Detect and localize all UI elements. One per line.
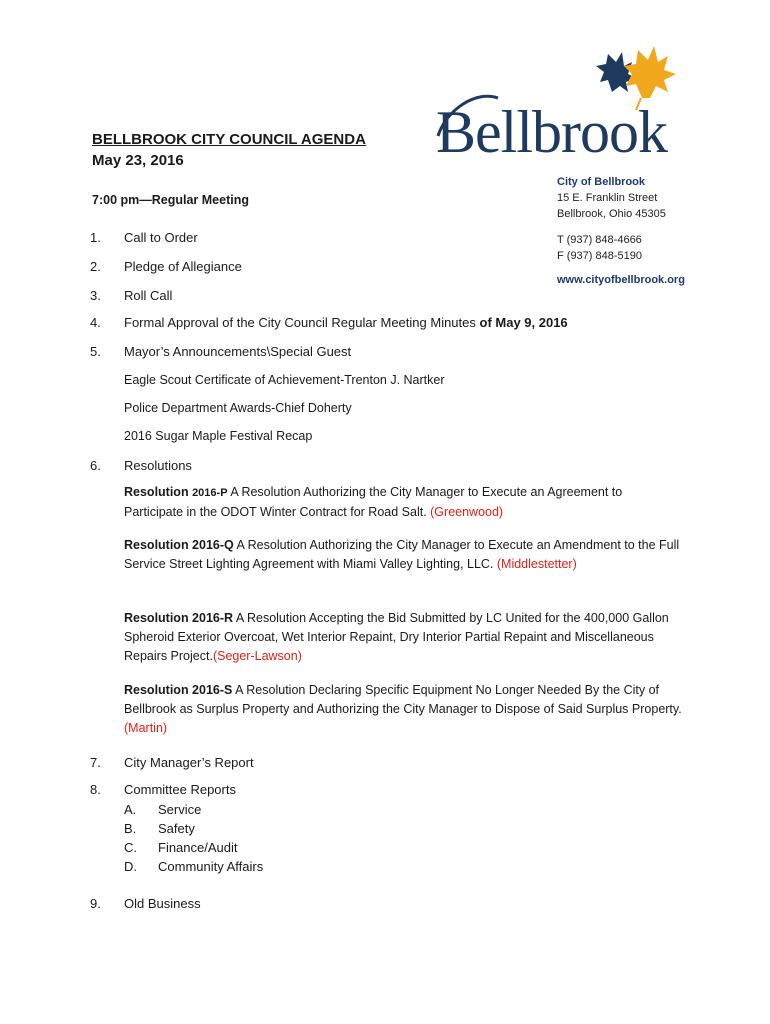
logo-wordmark: Bellbrook (436, 99, 667, 165)
mayor-subitem: Eagle Scout Certificate of Achievement-Trenton J. Nartker (124, 373, 445, 387)
resolution-item: Resolution 2016-S A Resolution Declaring Specific Equipment No Longer Needed By the City of Bellbrook as Surplus Property and Authorizing the City Manager to Dispose of Said Surplus Property. (Martin) (124, 683, 682, 735)
contact-block (557, 174, 685, 288)
contact-citystate: Bellbrook, Ohio 45305 (557, 208, 666, 220)
resolution-item: Resolution 2016-Q A Resolution Authorizing the City Manager to Execute an Amendment to the Full Service Street Lighting Agreement with Miami Valley Lighting, LLC. (Middlestetter) (124, 538, 680, 571)
contact-city: City of Bellbrook (557, 176, 646, 188)
mayor-subitem: Police Department Awards-Chief Doherty (124, 401, 352, 415)
resolution-item: Resolution 2016-P A Resolution Authorizing the City Manager to Execute an Agreement to Participate in the ODOT Winter Contract for Road Salt. (Greenwood) (124, 485, 623, 519)
bellbrook-logo (436, 40, 726, 165)
contact-website-link[interactable]: www.cityofbellbrook.org (557, 274, 685, 286)
agenda-page: Bellbrook BELLBROOK CITY COUNCIL AGENDA May 23, 2016 City of Bellbrook 15 E. Franklin Street Bellbrook, Ohio 45305 T (937) 848-4666 F (937) 848-5190 www.cityofbellbrook.org 7:00 pm—Regular Meeting 1. Call to Order 2. Pledge of Allegiance 3. Roll Call 4. Formal Approval of the City Council Regular Meeting Minutes of May 9, 2016 5. Mayor’s Announcements\Special Guest Eagle Scout Certificate of Achievement-Trenton J. Nartker Police Department Awards-Chief Doherty 2016 Sugar Maple Festival Recap 6. Resolutions Resolution 2016-P A Resolution Authorizing the City Manager to Execute an Agreement to Participate in the ODOT Winter Contract for Road Salt. (Greenwood) Resolution 2016-Q A Resolution Authorizing the City Manager to Execute an Amendment to the Full Service Street Lighting Agreement with Miami Valley Lighting, LLC. (Middlestetter) Resolution 2016-R A Resolution Accepting the Bid Submitted by LC United for the 400,000 Gallon Spheroid Exterior Overcoat, Wet Interior Repaint, Dry Interior Partial Repaint and Miscellaneous Repairs Project.(Seger-Lawson) Resolution 2016-S A Resolution Declaring Specific Equipment No Longer Needed By the City of Bellbrook as Surplus Property and Authorizing the City Manager to Dispose of Said Surplus Property. (Martin) 7. City Manager’s Report 8. Committee Reports A. Service B. Safety C. Finance/Audit D. Community Affairs 9. Old Business (0, 0, 770, 1024)
meeting-time: 7:00 pm—Regular Meeting (92, 193, 249, 207)
mayor-subitem: 2016 Sugar Maple Festival Recap (124, 429, 313, 443)
contact-street: 15 E. Franklin Street (557, 192, 658, 204)
contact-fax: F (937) 848-5190 (557, 250, 642, 262)
agenda-title: BELLBROOK CITY COUNCIL AGENDA (92, 131, 366, 148)
contact-phone: T (937) 848-4666 (557, 234, 642, 246)
agenda-header (92, 130, 366, 172)
resolution-item: Resolution 2016-R A Resolution Accepting the Bid Submitted by LC United for the 400,000 Gallon Spheroid Exterior Overcoat, Wet Interior Repaint, Dry Interior Partial Repaint and Miscellaneous Repairs Project.(Seger-Lawson) (124, 611, 669, 663)
agenda-date: May 23, 2016 (92, 152, 184, 169)
